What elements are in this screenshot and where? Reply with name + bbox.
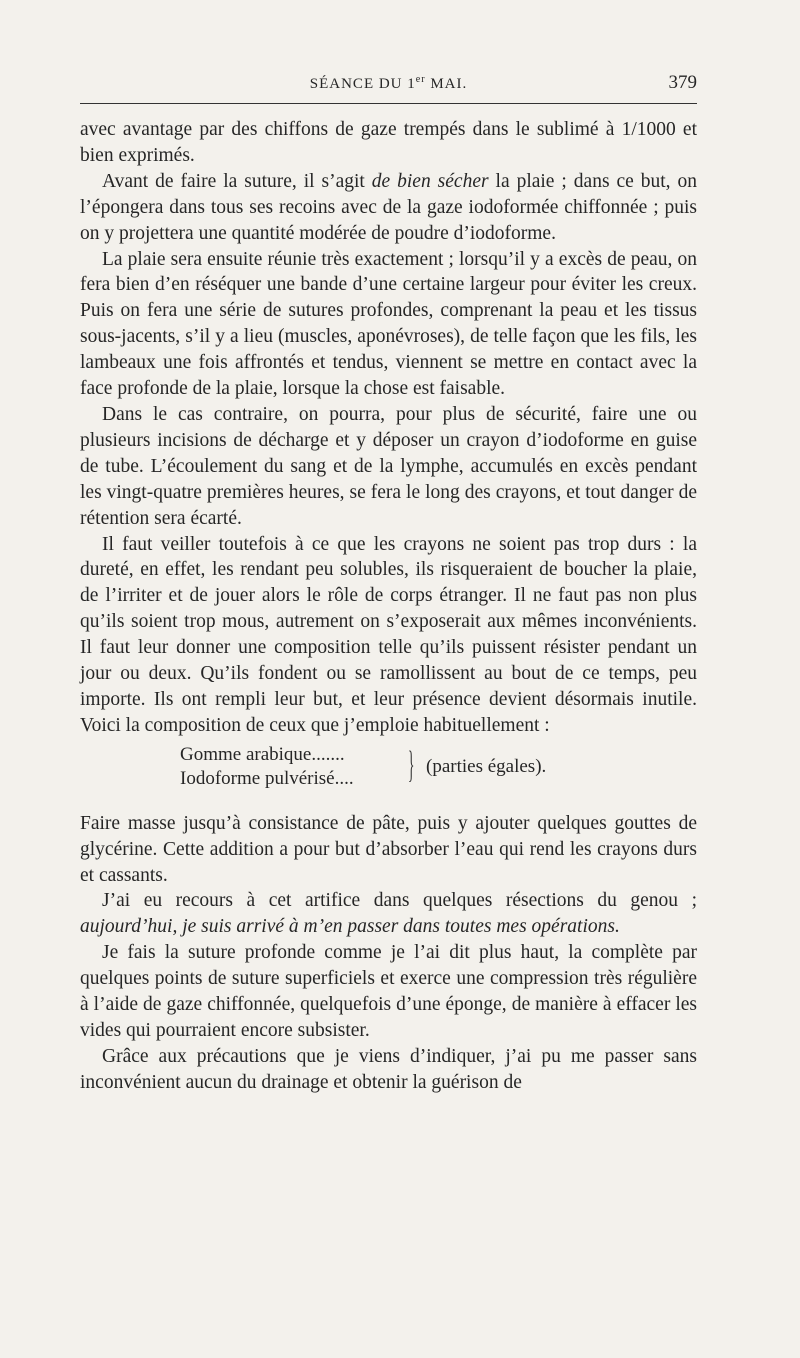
proportion-note: (parties égales).: [426, 755, 547, 777]
paragraph-1: avec avantage par des chiffons de gaze trempés dans le sublimé à 1/1000 et bien exprimés.: [80, 119, 697, 166]
page-header: [80, 72, 697, 98]
emphasis: de bien sécher: [371, 170, 489, 192]
paragraph-6: Faire masse jusqu’à consistance de pâte, puis y ajouter quelques gouttes de glycérine. Cette addition a pour but d’absorber l’eau qui rend les crayons durs et cassants.: [80, 812, 697, 886]
brace: }: [408, 743, 415, 786]
paragraph-3: La plaie sera ensuite réunie très exactement ; lorsqu’il y a excès de peau, on fera bien d’en réséquer une bande d’une certaine largeur pour éviter les creux. Puis on fera une série de sutures profondes, comprenant la peau et les tissus sous-jacents, s’il y a lieu (muscles, aponévroses), de telle façon que les fils, les lambeaux une fois affrontés et tendus, viennent se mettre en contact avec la face profonde de la plaie, lorsque la chose est faisable.: [80, 248, 697, 400]
header-rule: [80, 103, 697, 104]
paragraph-2: Avant de faire la suture, il s’agit de bien sécher la plaie ; dans ce but, on l’épongera dans tous ses recoins avec de la gaze iodoformée chiffonnée ; puis on y projettera une quantité modérée de poudre d’iodoforme.: [80, 170, 698, 244]
paragraph-9: Grâce aux précautions que je viens d’indiquer, j’ai pu me passer sans inconvénient aucun du drainage et obtenir la guérison de: [80, 1045, 697, 1093]
ingredient-iodoform: Iodoforme pulvérisé....: [180, 767, 354, 789]
emphasis: aujourd’hui, je suis arrivé à m’en passer dans toutes mes opérations.: [80, 916, 620, 938]
paragraph-8: Je fais la suture profonde comme je l’ai dit plus haut, la complète par quelques points de suture superficiels et exerce une compression très régulière à l’aide de gaze chiffonnée, quelquefois d’une éponge, de manière à effacer les vides qui pourraient encore subsister.: [80, 942, 697, 1041]
paragraph-5: Il faut veiller toutefois à ce que les crayons ne soient pas trop durs : la dureté, en effet, les rendant peu solubles, ils risqueraient de boucher la plaie, de l’irriter et de jouer alors le rôle de corps étranger. Il ne faut pas non plus qu’ils soient trop mous, autrement on s’exposerait aux mêmes inconvénients. Il faut leur donner une composition telle qu’ils puissent résister pendant un jour ou deux. Qu’ils fondent ou se ramollissent au bout de ce temps, peu importe. Ils ont rempli leur but, et leur présence devient désormais inutile. Voici la composition de ceux que j’emploie habituellement :: [80, 533, 697, 736]
page-number: 379: [668, 72, 697, 93]
paragraph-4: Dans le cas contraire, on pourra, pour plus de sécurité, faire une ou plusieurs incisions de décharge et y déposer un crayon d’iodoforme en guise de tube. L’écoulement du sang et de la lymphe, accumulés en excès pendant les vingt-quatre premières heures, se fera le long des crayons, et tout danger de rétention sera écarté.: [80, 403, 697, 529]
recipe-block: [80, 741, 697, 803]
paragraph-7: J’ai eu recours à cet artifice dans quelques résections du genou ; aujourd’hui, je suis arrivé à m’en passer dans toutes mes opérations.: [80, 890, 697, 938]
ordinal-superscript: er: [415, 74, 426, 85]
running-head: SÉANCE DU 1er MAI.: [309, 74, 468, 92]
body-text: [80, 117, 697, 1096]
ingredient-gum-arabic: Gomme arabique.......: [180, 743, 345, 765]
